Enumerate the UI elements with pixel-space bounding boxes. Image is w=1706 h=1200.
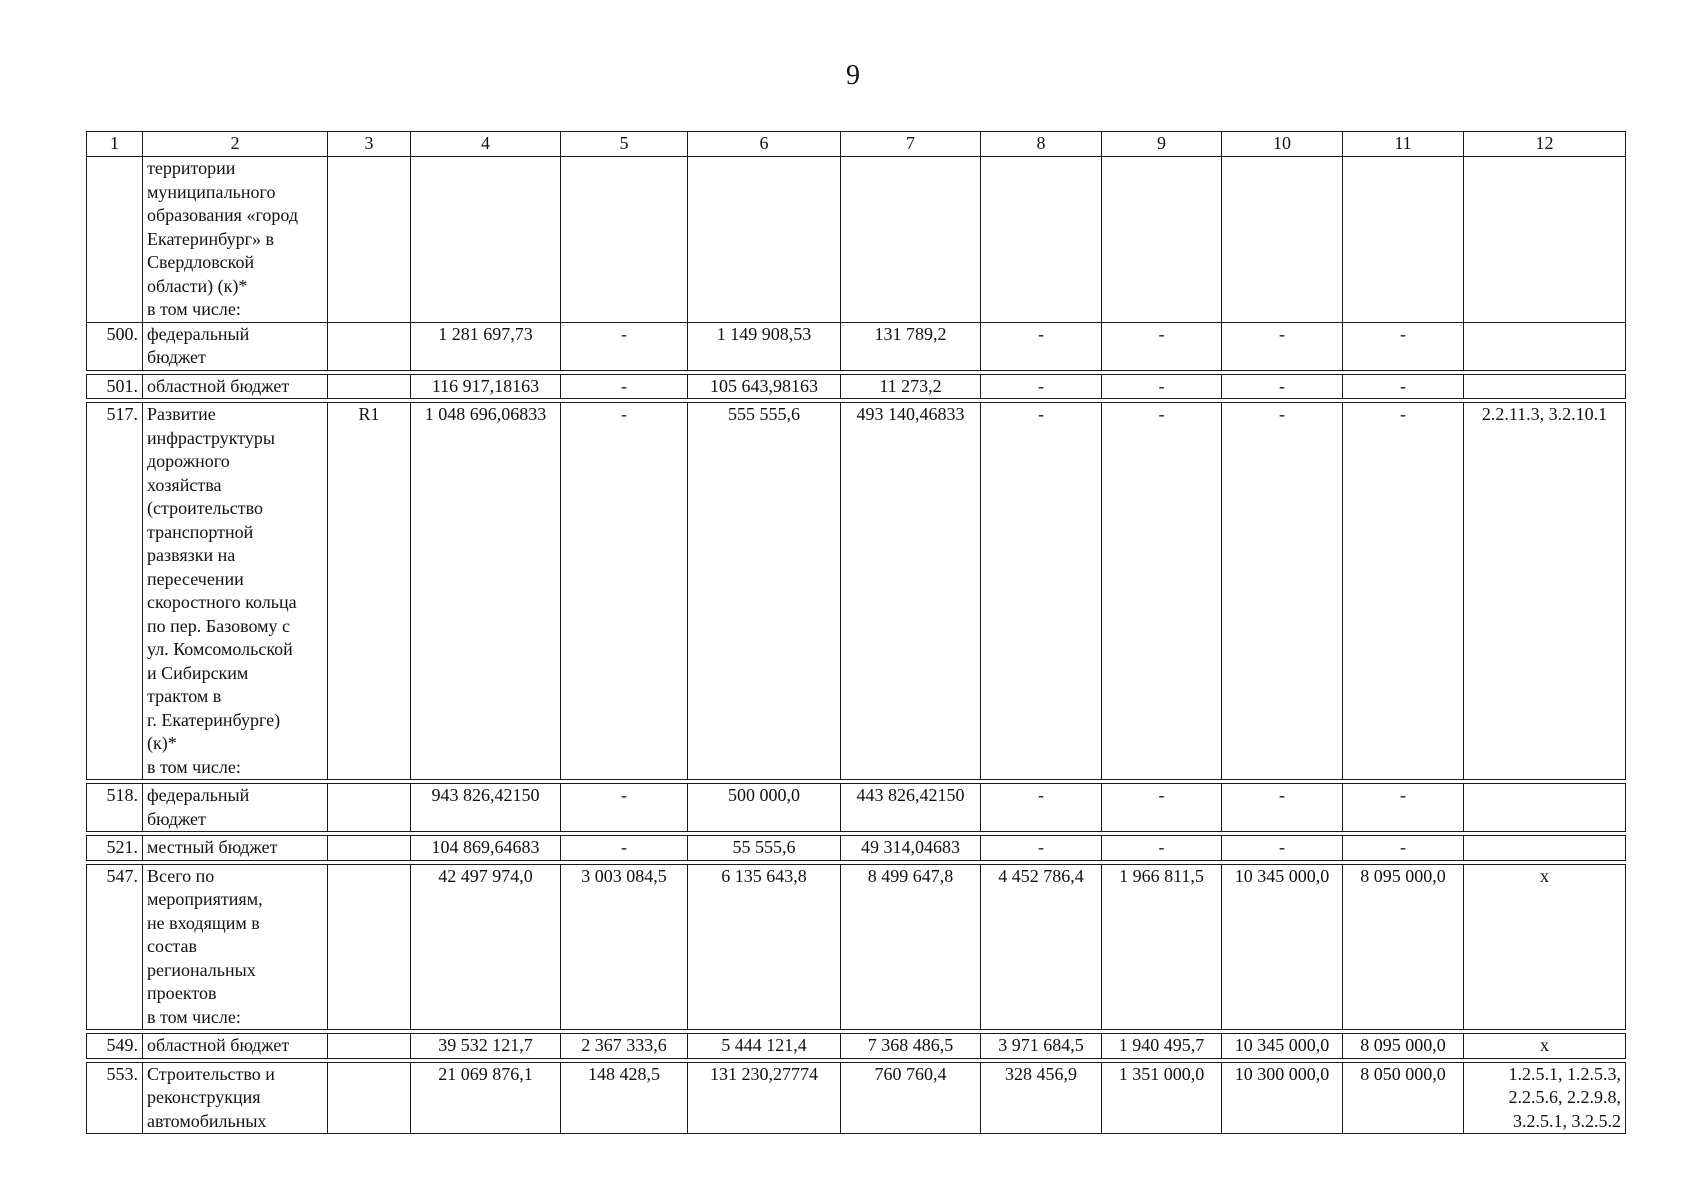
table-row — [87, 403, 1626, 780]
value-col-11: - — [1343, 784, 1464, 832]
column-header: 11 — [1343, 132, 1464, 157]
value-col-9: - — [1102, 322, 1222, 370]
row-code — [328, 157, 411, 323]
row-code — [328, 836, 411, 861]
value-col-10: - — [1222, 374, 1343, 399]
value-col-11: 8 095 000,0 — [1343, 864, 1464, 1030]
row-code — [328, 1034, 411, 1059]
row-number: 547. — [87, 864, 143, 1030]
value-col-6: 105 643,98163 — [688, 374, 841, 399]
value-col-8: - — [981, 374, 1102, 399]
value-col-7: 131 789,2 — [841, 322, 981, 370]
value-col-4: 21 069 876,1 — [411, 1062, 561, 1134]
column-header: 4 — [411, 132, 561, 157]
row-number: 501. — [87, 374, 143, 399]
row-reference — [1464, 157, 1626, 323]
table-body — [87, 157, 1626, 1134]
value-col-6: 5 444 121,4 — [688, 1034, 841, 1059]
table-header — [87, 132, 1626, 157]
row-name: Развитие инфраструктуры дорожного хозяйства (строительство транспортной развязки на пересечении скоростного кольца по пер. Базовому с ул. Комсомольской и Сибирским трактом в г. Екатеринбурге) (к)* в том числе: — [143, 403, 328, 780]
value-col-8: 4 452 786,4 — [981, 864, 1102, 1030]
value-col-7: 7 368 486,5 — [841, 1034, 981, 1059]
header-row — [87, 132, 1626, 157]
value-col-5: - — [561, 784, 688, 832]
value-col-8: - — [981, 784, 1102, 832]
column-header: 3 — [328, 132, 411, 157]
value-col-8: - — [981, 322, 1102, 370]
value-col-8: - — [981, 836, 1102, 861]
value-col-5: - — [561, 322, 688, 370]
value-col-4 — [411, 157, 561, 323]
value-col-11: - — [1343, 322, 1464, 370]
value-col-7: 493 140,46833 — [841, 403, 981, 780]
table-row — [87, 1062, 1626, 1134]
row-number: 553. — [87, 1062, 143, 1134]
row-reference — [1464, 784, 1626, 832]
table-row — [87, 864, 1626, 1030]
value-col-8: 3 971 684,5 — [981, 1034, 1102, 1059]
value-col-6: 1 149 908,53 — [688, 322, 841, 370]
value-col-4: 1 281 697,73 — [411, 322, 561, 370]
row-reference — [1464, 374, 1626, 399]
value-col-11: - — [1343, 374, 1464, 399]
value-col-10: - — [1222, 322, 1343, 370]
value-col-11: - — [1343, 403, 1464, 780]
value-col-9: - — [1102, 784, 1222, 832]
value-col-11: 8 050 000,0 — [1343, 1062, 1464, 1134]
value-col-6: 55 555,6 — [688, 836, 841, 861]
row-reference: 2.2.11.3, 3.2.10.1 — [1464, 403, 1626, 780]
value-col-4: 943 826,42150 — [411, 784, 561, 832]
table-row — [87, 322, 1626, 370]
value-col-5: - — [561, 836, 688, 861]
row-number — [87, 157, 143, 323]
row-number: 517. — [87, 403, 143, 780]
value-col-10: - — [1222, 784, 1343, 832]
row-name: областной бюджет — [143, 374, 328, 399]
row-name: федеральный бюджет — [143, 784, 328, 832]
row-name: местный бюджет — [143, 836, 328, 861]
value-col-5: - — [561, 403, 688, 780]
column-header: 1 — [87, 132, 143, 157]
row-number: 521. — [87, 836, 143, 861]
value-col-5 — [561, 157, 688, 323]
value-col-10: - — [1222, 403, 1343, 780]
column-header: 2 — [143, 132, 328, 157]
value-col-9: - — [1102, 374, 1222, 399]
value-col-11: 8 095 000,0 — [1343, 1034, 1464, 1059]
row-name: областной бюджет — [143, 1034, 328, 1059]
row-reference: 1.2.5.1, 1.2.5.3, 2.2.5.6, 2.2.9.8, 3.2.5.1, 3.2.5.2 — [1464, 1062, 1626, 1134]
row-code — [328, 1062, 411, 1134]
row-number: 549. — [87, 1034, 143, 1059]
value-col-4: 1 048 696,06833 — [411, 403, 561, 780]
value-col-4: 104 869,64683 — [411, 836, 561, 861]
value-col-10: 10 345 000,0 — [1222, 864, 1343, 1030]
row-name: территории муниципального образования «город Екатеринбург» в Свердловской области) (к)* в том числе: — [143, 157, 328, 323]
page-number: 9 — [846, 60, 860, 91]
table-row — [87, 157, 1626, 323]
value-col-6: 131 230,27774 — [688, 1062, 841, 1134]
value-col-10: 10 300 000,0 — [1222, 1062, 1343, 1134]
value-col-7: 8 499 647,8 — [841, 864, 981, 1030]
value-col-11: - — [1343, 836, 1464, 861]
value-col-4: 42 497 974,0 — [411, 864, 561, 1030]
row-name: Строительство и реконструкция автомобильных — [143, 1062, 328, 1134]
table-row — [87, 836, 1626, 861]
row-reference: x — [1464, 864, 1626, 1030]
value-col-6: 6 135 643,8 — [688, 864, 841, 1030]
value-col-9: 1 966 811,5 — [1102, 864, 1222, 1030]
value-col-8: - — [981, 403, 1102, 780]
value-col-7: 49 314,04683 — [841, 836, 981, 861]
row-code — [328, 322, 411, 370]
value-col-8 — [981, 157, 1102, 323]
value-col-5: 3 003 084,5 — [561, 864, 688, 1030]
row-reference: x — [1464, 1034, 1626, 1059]
row-code — [328, 864, 411, 1030]
value-col-7: 760 760,4 — [841, 1062, 981, 1134]
row-reference — [1464, 322, 1626, 370]
row-code — [328, 374, 411, 399]
row-name: Всего по мероприятиям, не входящим в состав региональных проектов в том числе: — [143, 864, 328, 1030]
value-col-6: 555 555,6 — [688, 403, 841, 780]
value-col-8: 328 456,9 — [981, 1062, 1102, 1134]
value-col-9 — [1102, 157, 1222, 323]
column-header: 5 — [561, 132, 688, 157]
row-reference — [1464, 836, 1626, 861]
table-row — [87, 374, 1626, 399]
budget-table — [86, 131, 1626, 1134]
table-row — [87, 1034, 1626, 1059]
column-header: 7 — [841, 132, 981, 157]
value-col-4: 116 917,18163 — [411, 374, 561, 399]
value-col-10: - — [1222, 836, 1343, 861]
column-header: 9 — [1102, 132, 1222, 157]
value-col-7 — [841, 157, 981, 323]
value-col-11 — [1343, 157, 1464, 323]
value-col-6: 500 000,0 — [688, 784, 841, 832]
column-header: 12 — [1464, 132, 1626, 157]
column-header: 6 — [688, 132, 841, 157]
value-col-6 — [688, 157, 841, 323]
row-number: 518. — [87, 784, 143, 832]
value-col-9: 1 351 000,0 — [1102, 1062, 1222, 1134]
value-col-9: 1 940 495,7 — [1102, 1034, 1222, 1059]
column-header: 10 — [1222, 132, 1343, 157]
table-row — [87, 784, 1626, 832]
value-col-10: 10 345 000,0 — [1222, 1034, 1343, 1059]
column-header: 8 — [981, 132, 1102, 157]
value-col-5: 2 367 333,6 — [561, 1034, 688, 1059]
value-col-9: - — [1102, 836, 1222, 861]
value-col-7: 11 273,2 — [841, 374, 981, 399]
value-col-9: - — [1102, 403, 1222, 780]
row-name: федеральный бюджет — [143, 322, 328, 370]
value-col-4: 39 532 121,7 — [411, 1034, 561, 1059]
row-number: 500. — [87, 322, 143, 370]
row-code — [328, 784, 411, 832]
value-col-7: 443 826,42150 — [841, 784, 981, 832]
row-code: R1 — [328, 403, 411, 780]
value-col-5: 148 428,5 — [561, 1062, 688, 1134]
value-col-10 — [1222, 157, 1343, 323]
value-col-5: - — [561, 374, 688, 399]
